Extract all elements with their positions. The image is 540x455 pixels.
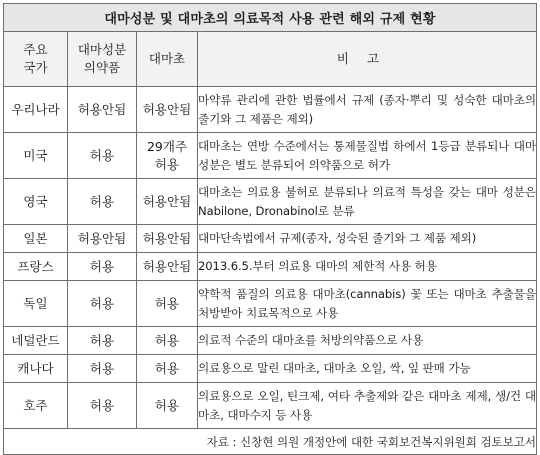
cannabis-status-line: 허용안됨 xyxy=(142,230,192,246)
cannabis-status-cell xyxy=(137,87,198,133)
header-remarks: 비고 xyxy=(198,32,537,87)
remarks-cell: 대마초는 의료용 불허로 분류되나 의료적 특성을 갖는 대마 성분은 Nabilone, Dronabinol로 분류 xyxy=(198,179,537,225)
country-cell: 일본 xyxy=(4,225,68,253)
remarks-cell: 대마단속법에서 규제(종자, 성숙된 줄기와 그 제품 제외) xyxy=(198,225,537,253)
cannabis-status-cell xyxy=(137,225,198,253)
country-cell: 우리나라 xyxy=(4,87,68,133)
cannabis-status-line: 허용 xyxy=(154,156,180,172)
cannabinoid-status-cell: 허용 xyxy=(68,281,137,327)
cannabinoid-status-cell: 허용안됨 xyxy=(68,225,137,253)
cannabis-status-cell xyxy=(137,133,198,179)
table-row xyxy=(4,383,537,429)
cannabinoid-status-cell: 허용 xyxy=(68,327,137,355)
header-cannabinoid-line-2: 의약품 xyxy=(83,60,121,75)
country-cell: 영국 xyxy=(4,179,68,225)
header-cannabinoid-drug xyxy=(68,32,137,87)
country-cell: 프랑스 xyxy=(4,253,68,281)
table-row xyxy=(4,87,537,133)
header-cannabinoid-line-1: 대마성분 xyxy=(77,42,127,57)
cannabinoid-status-cell: 허용안됨 xyxy=(68,87,137,133)
cannabis-status-line: 허용 xyxy=(154,397,180,413)
table-row xyxy=(4,327,537,355)
header-cannabis: 대마초 xyxy=(137,32,198,87)
cannabinoid-status-cell: 허용 xyxy=(68,253,137,281)
remarks-cell: 의료용으로 오일, 틴크제, 여타 추출제와 같은 대마초 제제, 생/건 대마초, 대마수지 등 사용 xyxy=(198,383,537,429)
country-cell: 독일 xyxy=(4,281,68,327)
remarks-cell: 약학적 품질의 의료용 대마초(cannabis) 꽃 또는 대마초 추출물을 처방받아 치료목적으로 사용 xyxy=(198,281,537,327)
cannabinoid-status-cell: 허용 xyxy=(68,383,137,429)
cannabis-status-cell xyxy=(137,355,198,383)
cannabis-status-cell xyxy=(137,253,198,281)
cannabis-status-line: 허용 xyxy=(154,295,180,311)
cannabinoid-status-cell: 허용 xyxy=(68,355,137,383)
table-row xyxy=(4,355,537,383)
cannabinoid-status-cell: 허용 xyxy=(68,179,137,225)
table-row xyxy=(4,281,537,327)
cannabis-status-line: 허용안됨 xyxy=(142,258,192,274)
source-note: 자료 : 신창현 의원 개정안에 대한 국회보건복지위원회 검토보고서 xyxy=(4,429,537,455)
country-cell: 미국 xyxy=(4,133,68,179)
cannabis-status-cell xyxy=(137,179,198,225)
cannabis-status-line: 허용안됨 xyxy=(142,101,192,117)
cannabis-status-cell xyxy=(137,383,198,429)
header-country-line-2: 국가 xyxy=(23,60,48,75)
table-row xyxy=(4,225,537,253)
country-cell: 캐나다 xyxy=(4,355,68,383)
remarks-cell: 마약류 관리에 관한 법률에서 규제 (종자·뿌리 및 성숙한 대마초의 줄기와 그 제품은 제외) xyxy=(198,87,537,133)
cannabinoid-status-cell: 허용 xyxy=(68,133,137,179)
regulation-table xyxy=(3,3,537,455)
country-cell: 호주 xyxy=(4,383,68,429)
cannabis-status-line: 허용 xyxy=(154,332,180,348)
cannabis-status-cell xyxy=(137,327,198,355)
table-row xyxy=(4,133,537,179)
cannabis-status-line: 29개주 xyxy=(146,138,188,154)
cannabis-status-line: 허용안됨 xyxy=(142,193,192,209)
table-title: 대마성분 및 대마초의 의료목적 사용 관련 해외 규제 현황 xyxy=(4,4,537,32)
remarks-cell: 대마초는 연방 수준에서는 통제물질법 하에서 1등급 분류되나 대마 성분은 별도 분류되어 의약품으로 허가 xyxy=(198,133,537,179)
remarks-cell: 의료적 수준의 대마초를 처방의약품으로 사용 xyxy=(198,327,537,355)
table-row xyxy=(4,179,537,225)
table-row xyxy=(4,253,537,281)
remarks-cell: 의료용으로 말린 대마초, 대마초 오일, 싹, 잎 판매 가능 xyxy=(198,355,537,383)
country-cell: 네덜란드 xyxy=(4,327,68,355)
header-country-line-1: 주요 xyxy=(23,42,48,57)
remarks-cell: 2013.6.5.부터 의료용 대마의 제한적 사용 허용 xyxy=(198,253,537,281)
header-country xyxy=(4,32,68,87)
cannabis-status-line: 허용 xyxy=(154,360,180,376)
cannabis-status-cell xyxy=(137,281,198,327)
table-body xyxy=(4,87,537,429)
